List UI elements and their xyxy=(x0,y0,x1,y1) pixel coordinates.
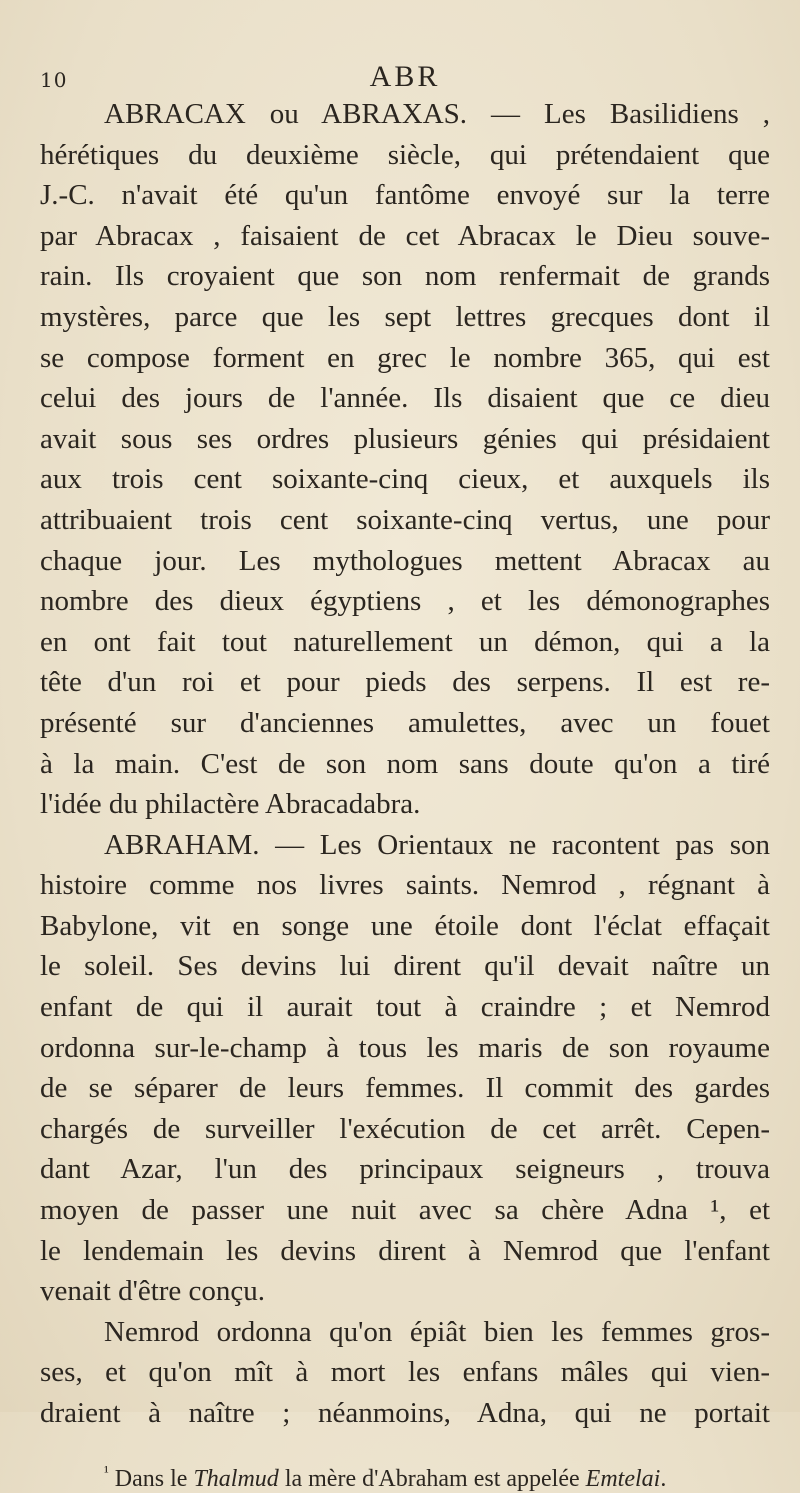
footnote-text: la mère d'Abraham est appelée xyxy=(278,1465,586,1492)
running-title: ABR xyxy=(369,60,441,93)
running-head xyxy=(40,60,770,94)
text-line: draient à naître ; néanmoins, Adna, qui ne portait xyxy=(40,1397,770,1429)
paragraph-nemrod xyxy=(40,1312,770,1434)
entry-abraham xyxy=(40,825,770,1312)
text-line: présenté sur d'anciennes amulettes, avec un fouet xyxy=(40,706,770,739)
text-line: ses, et qu'on mît à mort les enfans mâles qui vien- xyxy=(40,1356,770,1389)
text-line: Babylone, vit en songe une étoile dont l'éclat effaçait xyxy=(40,909,770,942)
footnote-italic-thalmud: Thalmud xyxy=(193,1465,279,1492)
text-line: rain. Ils croyaient que son nom renfermait de grands xyxy=(40,260,770,293)
text-line: se compose forment en grec le nombre 365, qui est xyxy=(40,341,770,374)
text-line: l'idée du philactère Abracadabra. xyxy=(40,788,421,821)
text-line: Nemrod ordonna qu'on épiât bien les femmes gros- xyxy=(104,1315,770,1348)
text-line: chargés de surveiller l'exécution de cet arrêt. Cepen- xyxy=(40,1112,770,1145)
text-line: le soleil. Ses devins lui dirent qu'il devait naître un xyxy=(40,950,770,983)
text-line: moyen de passer une nuit avec sa chère Adna ¹, et xyxy=(40,1194,770,1227)
text-line: de se séparer de leurs femmes. Il commit des gardes xyxy=(40,1072,770,1105)
footnote-italic-emtelai: Emtelai xyxy=(585,1465,661,1492)
footnote-text: Dans le xyxy=(114,1465,194,1492)
text-line: J.-C. n'avait été qu'un fantôme envoyé sur la terre xyxy=(40,179,770,212)
text-line: mystères, parce que les sept lettres grecques dont il xyxy=(40,300,770,333)
book-page xyxy=(40,60,770,1493)
text-line: ABRACAX ou ABRAXAS. — Les Basilidiens , xyxy=(104,98,770,130)
text-line: enfant de qui il aurait tout à craindre ; et Nemrod xyxy=(40,991,770,1024)
text-line: tête d'un roi et pour pieds des serpens. Il est re- xyxy=(40,666,770,699)
text-line: en ont fait tout naturellement un démon, qui a la xyxy=(40,625,770,658)
text-line: ordonna sur-le-champ à tous les maris de son royaume xyxy=(40,1031,770,1064)
text-line: à la main. C'est de son nom sans doute qu'on a tiré xyxy=(40,747,770,780)
text-line: ABRAHAM. — Les Orientaux ne racontent pas son xyxy=(104,828,770,861)
text-line: le lendemain les devins dirent à Nemrod que l'enfant xyxy=(40,1234,770,1267)
text-line: celui des jours de l'année. Ils disaient que ce dieu xyxy=(40,382,770,415)
entry-abracax xyxy=(40,94,770,825)
text-line: attribuaient trois cent soixante-cinq vertus, une pour xyxy=(40,503,770,536)
page-number: 10 xyxy=(40,68,68,92)
text-line: histoire comme nos livres saints. Nemrod , régnant à xyxy=(40,869,770,902)
text-line: par Abracax , faisaient de cet Abracax le Dieu souve- xyxy=(40,219,770,252)
text-line: hérétiques du deuxième siècle, qui prétendaient que xyxy=(40,138,770,171)
footnote-text: . xyxy=(660,1465,667,1492)
text-line: chaque jour. Les mythologues mettent Abracax au xyxy=(40,544,770,577)
text-line: aux trois cent soixante-cinq cieux, et auxquels ils xyxy=(40,463,770,496)
text-line: dant Azar, l'un des principaux seigneurs , trouva xyxy=(40,1153,770,1186)
footnote xyxy=(40,1464,770,1493)
text-line: venait d'être conçu. xyxy=(40,1275,266,1308)
text-line: nombre des dieux égyptiens , et les démonographes xyxy=(40,585,770,618)
text-line: avait sous ses ordres plusieurs génies qui présidaient xyxy=(40,422,770,455)
footnote-marker: ¹ xyxy=(104,1463,109,1481)
